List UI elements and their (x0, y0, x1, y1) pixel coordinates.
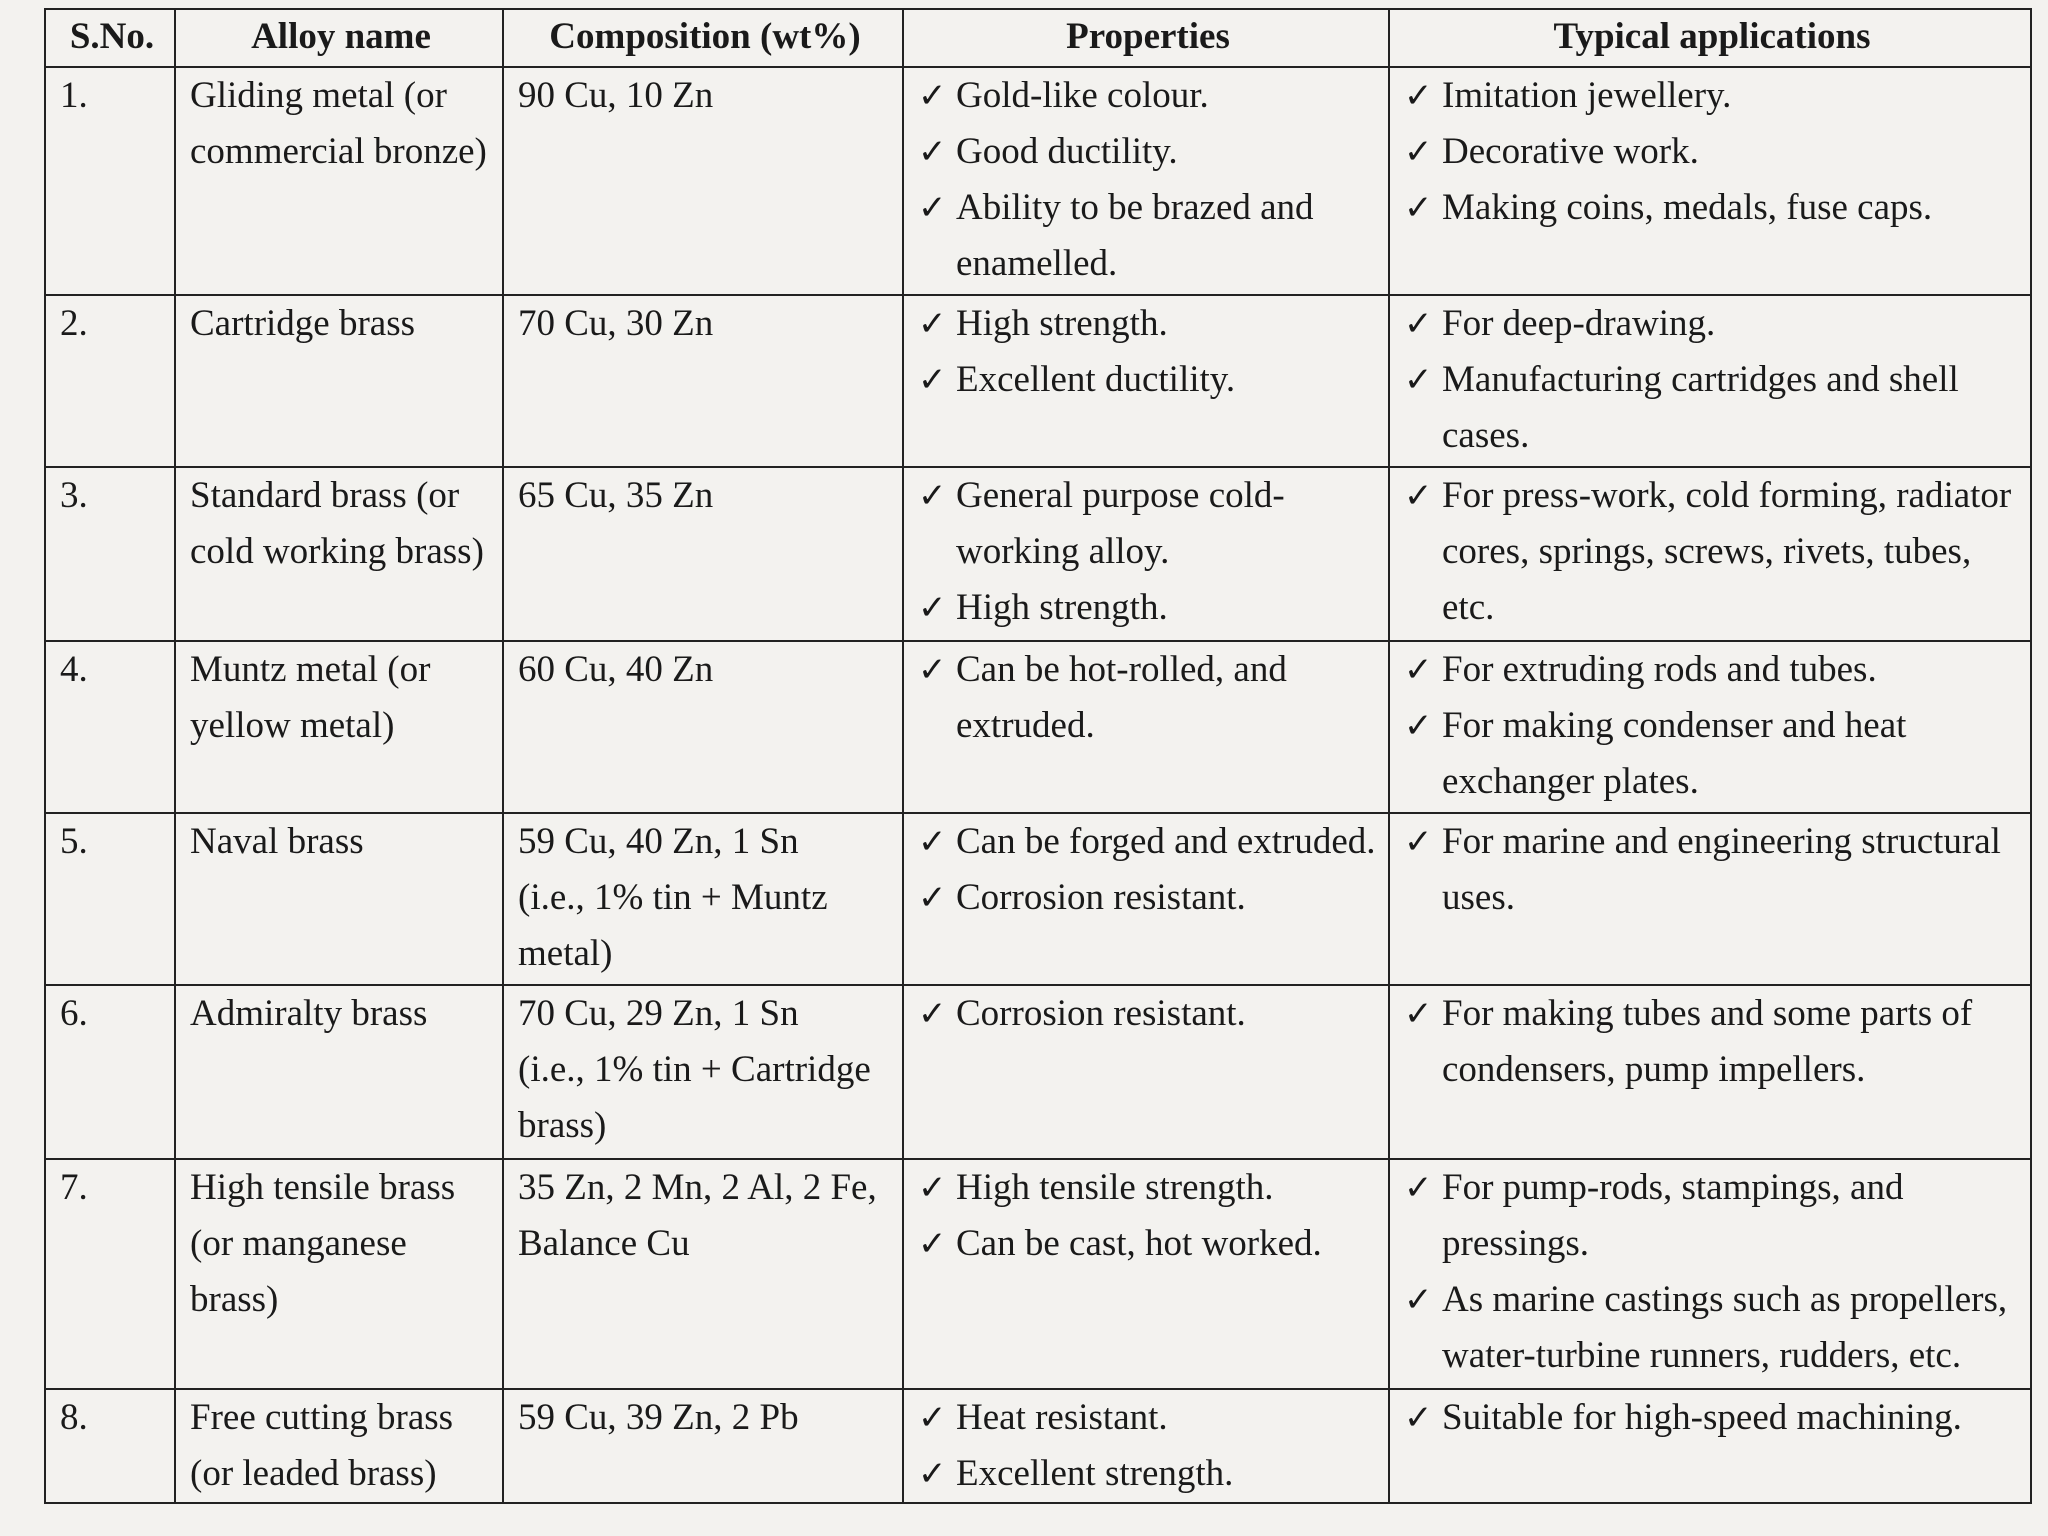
table-row (45, 67, 2031, 295)
application-text: For extruding rods and tubes. (1442, 649, 1877, 690)
check-mark-icon: ✓ (918, 304, 947, 344)
brass-alloys-table (44, 8, 2032, 1504)
cell-properties (903, 813, 1389, 985)
list-item (918, 1160, 1378, 1216)
table-row (45, 985, 2031, 1159)
property-text: General purpose cold-working alloy. (956, 475, 1285, 572)
list-item (918, 1390, 1378, 1446)
cell-alloy-name: Naval brass (175, 813, 503, 985)
cell-sno: 6. (45, 985, 175, 1159)
list-item (1404, 642, 2020, 698)
composition-note: (i.e., 1% tin + Muntz metal) (518, 877, 828, 974)
table-caption-cut-off (0, 0, 2048, 8)
property-text: Gold-like colour. (956, 75, 1209, 116)
cell-alloy-name: Gliding metal (or commercial bronze) (175, 67, 503, 295)
check-mark-icon: ✓ (1404, 476, 1433, 516)
cell-applications (1389, 467, 2031, 641)
check-mark-icon: ✓ (918, 360, 947, 400)
check-mark-icon: ✓ (918, 994, 947, 1034)
check-mark-icon: ✓ (1404, 1168, 1433, 1208)
cell-applications (1389, 813, 2031, 985)
cell-properties (903, 985, 1389, 1159)
check-mark-icon: ✓ (1404, 1280, 1433, 1320)
cell-composition: 60 Cu, 40 Zn (503, 641, 903, 813)
header-composition: Composition (wt%) (503, 9, 903, 67)
check-mark-icon: ✓ (918, 822, 947, 862)
check-mark-icon: ✓ (918, 1398, 947, 1438)
header-alloy-name: Alloy name (175, 9, 503, 67)
cell-properties (903, 641, 1389, 813)
application-text: For marine and engineering structural uses. (1442, 821, 2001, 918)
list-item (1404, 698, 2020, 810)
cell-alloy-name: High tensile brass (or manganese brass) (175, 1159, 503, 1389)
cell-sno: 5. (45, 813, 175, 985)
property-text: Good ductility. (956, 131, 1178, 172)
cell-sno: 1. (45, 67, 175, 295)
composition-text: 59 Cu, 40 Zn, 1 Sn (518, 821, 799, 862)
check-mark-icon: ✓ (1404, 304, 1433, 344)
list-item (1404, 180, 2020, 236)
list-item (918, 870, 1378, 926)
list-item (1404, 814, 2020, 926)
check-mark-icon: ✓ (1404, 994, 1433, 1034)
table-header-row (45, 9, 2031, 67)
cell-sno: 4. (45, 641, 175, 813)
cell-properties (903, 467, 1389, 641)
cell-alloy-name: Standard brass (or cold working brass) (175, 467, 503, 641)
table-row (45, 1389, 2031, 1503)
cell-composition: 70 Cu, 30 Zn (503, 295, 903, 467)
property-text: Heat resistant. (956, 1397, 1168, 1438)
list-item (918, 296, 1378, 352)
table-row (45, 641, 2031, 813)
table-row (45, 467, 2031, 641)
application-text: Manufacturing cartridges and shell cases. (1442, 359, 1959, 456)
property-text: Corrosion resistant. (956, 993, 1246, 1034)
cell-applications (1389, 67, 2031, 295)
header-properties: Properties (903, 9, 1389, 67)
list-item (1404, 1272, 2020, 1384)
application-text: For making tubes and some parts of condensers, pump impellers. (1442, 993, 1973, 1090)
cell-alloy-name: Free cutting brass (or leaded brass) (175, 1389, 503, 1503)
cell-composition: 90 Cu, 10 Zn (503, 67, 903, 295)
property-text: Corrosion resistant. (956, 877, 1246, 918)
cell-alloy-name: Admiralty brass (175, 985, 503, 1159)
list-item (1404, 1160, 2020, 1272)
cell-sno: 3. (45, 467, 175, 641)
list-item (1404, 352, 2020, 464)
cell-sno: 2. (45, 295, 175, 467)
cell-applications (1389, 641, 2031, 813)
list-item (1404, 124, 2020, 180)
check-mark-icon: ✓ (918, 1454, 947, 1494)
cell-applications (1389, 1389, 2031, 1503)
property-text: Can be forged and extruded. (956, 821, 1376, 862)
list-item (918, 1216, 1378, 1272)
application-text: Decorative work. (1442, 131, 1699, 172)
check-mark-icon: ✓ (918, 1168, 947, 1208)
check-mark-icon: ✓ (1404, 132, 1433, 172)
cell-composition: 59 Cu, 39 Zn, 2 Pb (503, 1389, 903, 1503)
header-typical-applications: Typical applications (1389, 9, 2031, 67)
check-mark-icon: ✓ (1404, 706, 1433, 746)
check-mark-icon: ✓ (918, 650, 947, 690)
check-mark-icon: ✓ (918, 878, 947, 918)
header-sno: S.No. (45, 9, 175, 67)
check-mark-icon: ✓ (918, 1224, 947, 1264)
list-item (1404, 68, 2020, 124)
list-item (918, 468, 1378, 580)
list-item (918, 814, 1378, 870)
table-row (45, 813, 2031, 985)
check-mark-icon: ✓ (918, 476, 947, 516)
list-item (1404, 1390, 2020, 1446)
table-row (45, 295, 2031, 467)
check-mark-icon: ✓ (1404, 1398, 1433, 1438)
property-text: Can be hot-rolled, and extruded. (956, 649, 1287, 746)
cell-composition (503, 985, 903, 1159)
application-text: For press-work, cold forming, radiator cores, springs, screws, rivets, tubes, etc. (1442, 475, 2012, 628)
cell-applications (1389, 985, 2031, 1159)
list-item (918, 124, 1378, 180)
property-text: Ability to be brazed and enamelled. (956, 187, 1314, 284)
check-mark-icon: ✓ (1404, 76, 1433, 116)
application-text: For making condenser and heat exchanger plates. (1442, 705, 1907, 802)
cell-properties (903, 295, 1389, 467)
list-item (918, 1446, 1378, 1502)
list-item (918, 352, 1378, 408)
list-item (1404, 468, 2020, 636)
cell-alloy-name: Cartridge brass (175, 295, 503, 467)
list-item (1404, 986, 2020, 1098)
application-text: Imitation jewellery. (1442, 75, 1732, 116)
cell-properties (903, 1159, 1389, 1389)
check-mark-icon: ✓ (1404, 650, 1433, 690)
list-item (918, 642, 1378, 754)
cell-applications (1389, 1159, 2031, 1389)
check-mark-icon: ✓ (918, 76, 947, 116)
cell-sno: 7. (45, 1159, 175, 1389)
cell-applications (1389, 295, 2031, 467)
application-text: Suitable for high-speed machining. (1442, 1397, 1962, 1438)
list-item (918, 180, 1378, 292)
cell-sno: 8. (45, 1389, 175, 1503)
property-text: Can be cast, hot worked. (956, 1223, 1322, 1264)
check-mark-icon: ✓ (918, 588, 947, 628)
application-text: Making coins, medals, fuse caps. (1442, 187, 1933, 228)
cell-composition: 35 Zn, 2 Mn, 2 Al, 2 Fe, Balance Cu (503, 1159, 903, 1389)
list-item (1404, 296, 2020, 352)
check-mark-icon: ✓ (918, 132, 947, 172)
check-mark-icon: ✓ (1404, 822, 1433, 862)
check-mark-icon: ✓ (1404, 188, 1433, 228)
cell-composition: 65 Cu, 35 Zn (503, 467, 903, 641)
composition-note: (i.e., 1% tin + Cartridge brass) (518, 1049, 871, 1146)
cell-properties (903, 67, 1389, 295)
property-text: High strength. (956, 303, 1168, 344)
application-text: For deep-drawing. (1442, 303, 1716, 344)
property-text: High strength. (956, 587, 1168, 628)
cell-properties (903, 1389, 1389, 1503)
property-text: High tensile strength. (956, 1167, 1274, 1208)
table-row (45, 1159, 2031, 1389)
list-item (918, 580, 1378, 636)
list-item (918, 986, 1378, 1042)
check-mark-icon: ✓ (1404, 360, 1433, 400)
check-mark-icon: ✓ (918, 188, 947, 228)
composition-text: 70 Cu, 29 Zn, 1 Sn (518, 993, 799, 1034)
cell-composition (503, 813, 903, 985)
list-item (918, 68, 1378, 124)
application-text: For pump-rods, stampings, and pressings. (1442, 1167, 1904, 1264)
application-text: As marine castings such as propellers, water-turbine runners, rudders, etc. (1442, 1279, 2008, 1376)
cell-alloy-name: Muntz metal (or yellow metal) (175, 641, 503, 813)
property-text: Excellent ductility. (956, 359, 1236, 400)
property-text: Excellent strength. (956, 1453, 1234, 1494)
